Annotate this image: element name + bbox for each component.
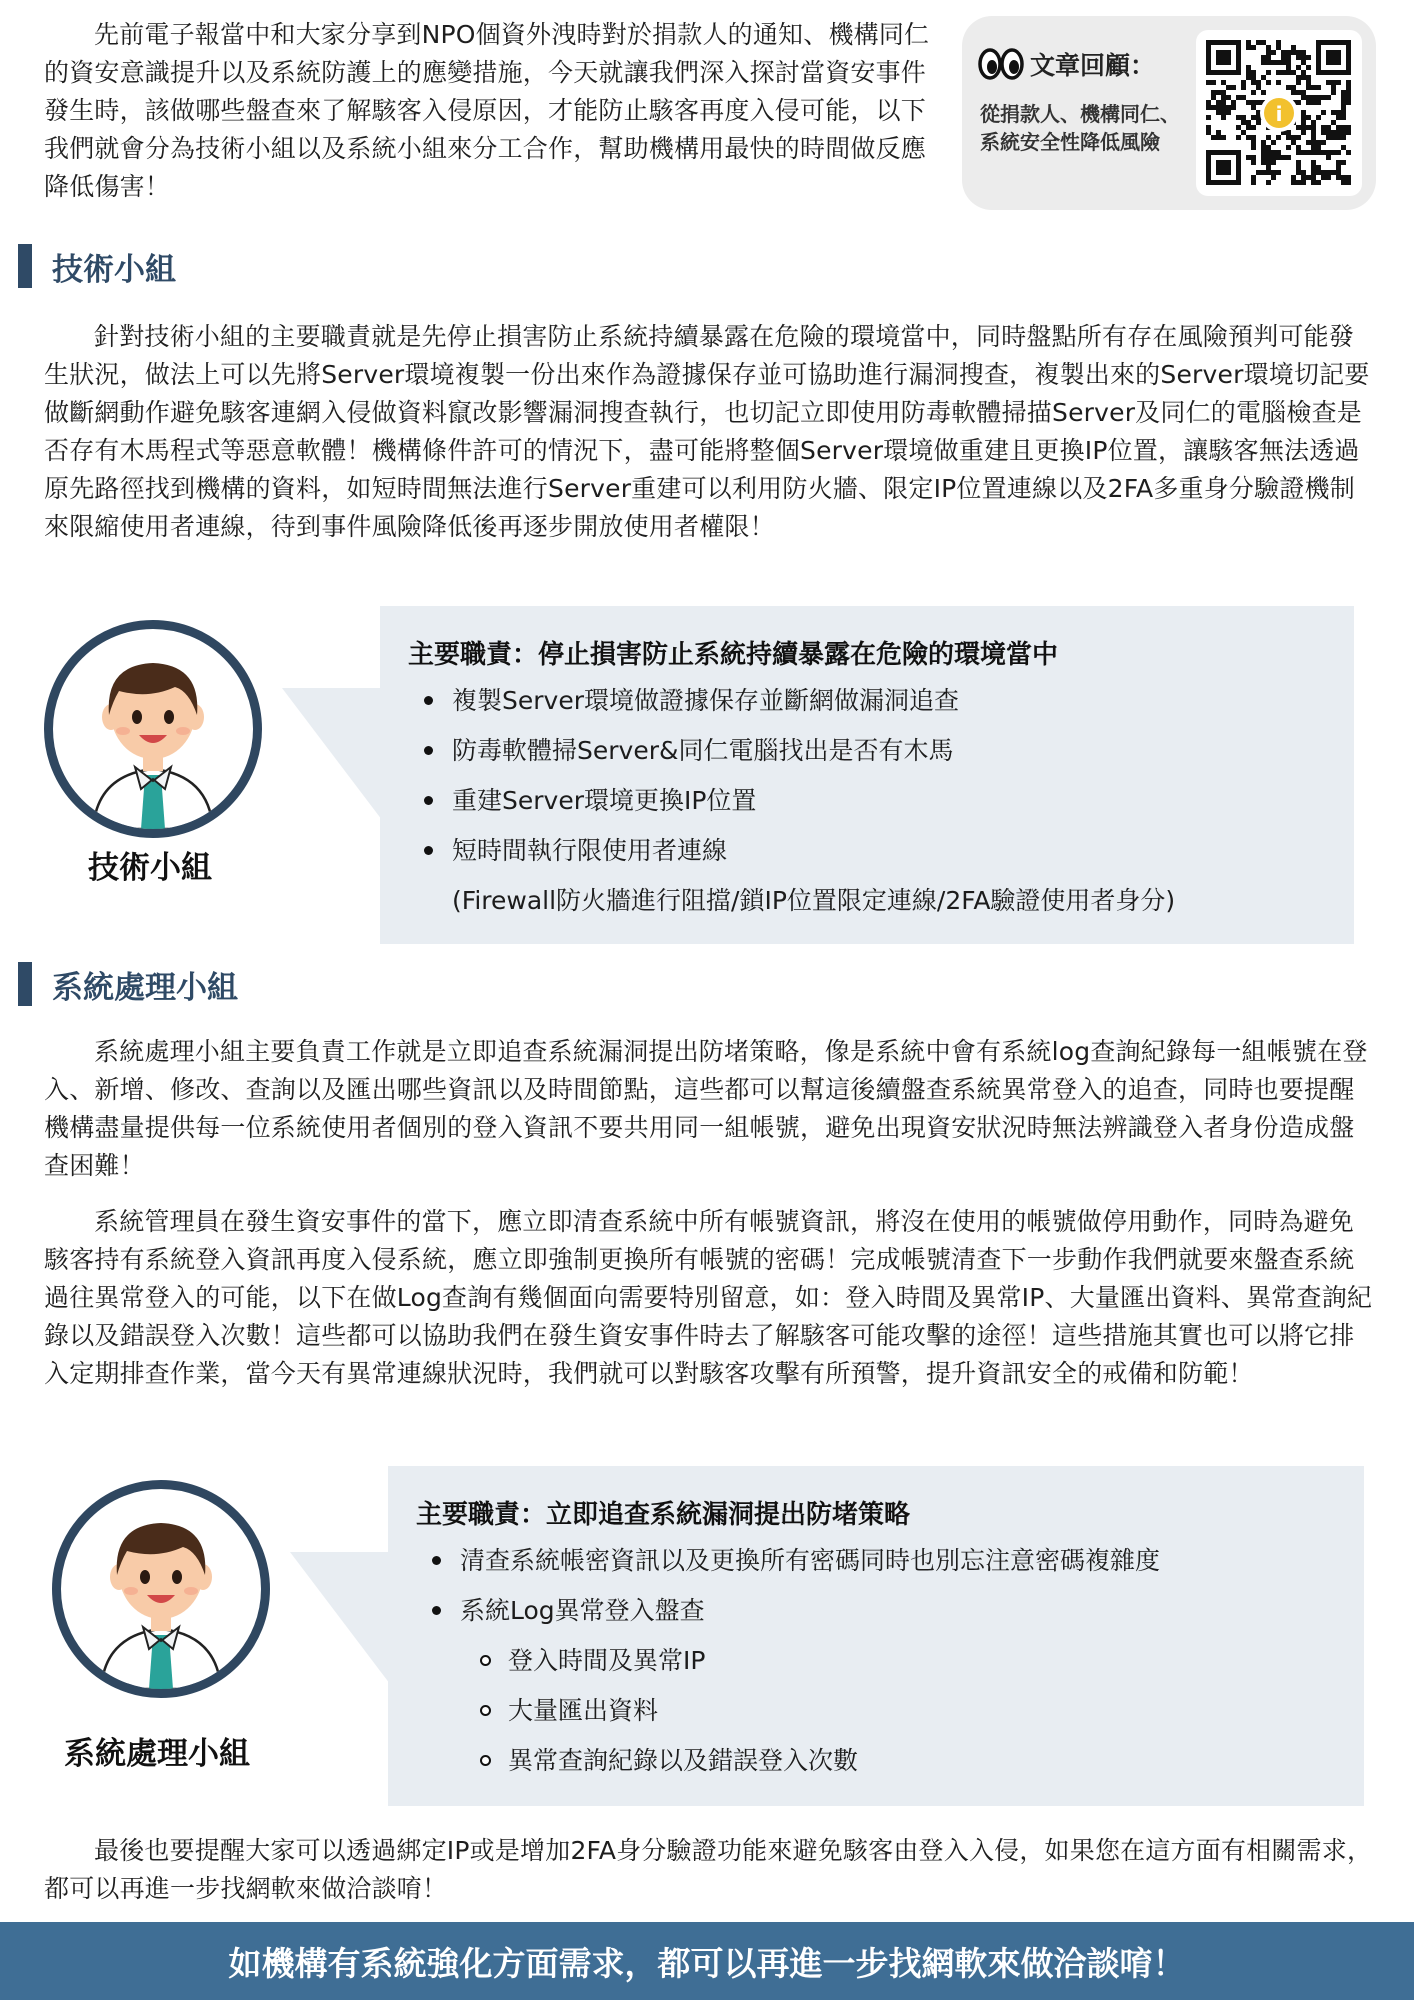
person-icon [61, 1489, 261, 1689]
section-heading-text: 技術小組 [52, 251, 176, 288]
review-card-title [978, 46, 1155, 82]
eyes-icon [978, 47, 1024, 81]
article-review-card[interactable] [962, 16, 1376, 210]
system-avatar [52, 1480, 270, 1698]
heading-bar [18, 962, 32, 1006]
speech-bubble-tail [282, 688, 382, 820]
list-item: 防毒軟體掃Server&同仁電腦找出是否有木馬 [416, 726, 1175, 776]
system-role-label: 系統處理小組 [64, 1736, 250, 1772]
section-heading-text: 系統處理小組 [52, 969, 238, 1006]
tech-duty-title: 主要職責：停止損害防止系統持續暴露在危險的環境當中 [408, 640, 1059, 670]
sub-list-item: 異常查詢紀錄以及錯誤登入次數 [424, 1736, 1160, 1786]
tech-avatar [44, 620, 262, 838]
tech-paragraph: 針對技術小組的主要職責就是先停止損害防止系統持續暴露在危險的環境當中，同時盤點所有存在風險預判可能發生狀況，做法上可以先將Server環境複製一份出來作為證據保存並可協助進行漏洞搜查，複製出來的Server環境切記要做斷網動作避免駭客連網入侵做資料竄改影響漏洞搜查執行，也切記立即使用防毒軟體掃描Server及同仁的電腦檢查是否存有木馬程式等惡意軟體！機構條件許可的情況下，盡可能將整個Server環境做重建且更換IP位置，讓駭客無法透過原先路徑找到機構的資料，如短時間無法進行Server重建可以利用防火牆、限定IP位置連線以及2FA多重身分驗證機制來限縮使用者連線，待到事件風險降低後再逐步開放使用者權限！ [44, 322, 1370, 541]
heading-bar [18, 244, 32, 288]
speech-bubble-tail [290, 1552, 390, 1684]
system-paragraph-1: 系統處理小組主要負責工作就是立即追查系統漏洞提出防堵策略，像是系統中會有系統log查詢紀錄每一組帳號在登入、新增、修改、查詢以及匯出哪些資訊以及時間節點，這些都可以幫這後續盤查系統異常登入的追查，同時也要提醒機構盡量提供每一位系統使用者個別的登入資訊不要共用同一組帳號，避免出現資安狀況時無法辨識登入者身份造成盤查困難！ [44, 1037, 1368, 1180]
list-item: 清查系統帳密資訊以及更換所有密碼同時也別忘注意密碼複雜度 [424, 1536, 1160, 1586]
closing-paragraph: 最後也要提醒大家可以透過綁定IP或是增加2FA身分驗證功能來避免駭客由登入入侵，如果您在這方面有相關需求，都可以再進一步找網軟來做洽談唷！ [44, 1836, 1373, 1903]
person-icon [53, 629, 253, 829]
footer-banner: 如機構有系統強化方面需求，都可以再進一步找網軟來做洽談唷！ [0, 1922, 1414, 2000]
sub-list-item: 大量匯出資料 [424, 1686, 1160, 1736]
intro-paragraph: 先前電子報當中和大家分享到NPO個資外洩時對於捐款人的通知、機構同仁的資安意識提升以及系統防護上的應變措施，今天就讓我們深入探討當資安事件發生時，該做哪些盤查來了解駭客入侵原因，才能防止駭客再度入侵可能，以下我們就會分為技術小組以及系統小組來分工合作，幫助機構用最快的時間做反應降低傷害！ [44, 20, 930, 201]
section-heading-tech [18, 244, 176, 288]
list-item: 系統Log異常登入盤查 [424, 1586, 1160, 1636]
review-card-description: 從捐款人、機構同仁、系統安全性降低風險 [980, 102, 1180, 154]
qr-code-image [1196, 30, 1362, 196]
system-duty-title: 主要職責：立即追查系統漏洞提出防堵策略 [416, 1500, 911, 1530]
qr-code[interactable] [1196, 30, 1362, 196]
system-duty-list [424, 1536, 1160, 1786]
list-item: 重建Server環境更換IP位置 [416, 776, 1175, 826]
sub-list-item: 登入時間及異常IP [424, 1636, 1160, 1686]
review-card-heading: 文章回顧： [1030, 51, 1156, 80]
list-item: 複製Server環境做證據保存並斷網做漏洞追查 [416, 676, 1175, 726]
tech-role-label: 技術小組 [88, 850, 212, 886]
section-heading-system [18, 962, 238, 1006]
list-item: 短時間執行限使用者連線 [416, 826, 1175, 876]
info-glyph-icon: i [1275, 102, 1283, 126]
system-paragraph-2: 系統管理員在發生資安事件的當下，應立即清查系統中所有帳號資訊，將沒在使用的帳號做停用動作，同時為避免駭客持有系統登入資訊再度入侵系統，應立即強制更換所有帳號的密碼！完成帳號清查下一步動作我們就要來盤查系統過往異常登入的可能，以下在做Log查詢有幾個面向需要特別留意，如：登入時間及異常IP、大量匯出資料、異常查詢紀錄以及錯誤登入次數！這些都可以協助我們在發生資安事件時去了解駭客可能攻擊的途徑！這些措施其實也可以將它排入定期排查作業，當今天有異常連線狀況時，我們就可以對駭客攻擊有所預警，提升資訊安全的戒備和防範！ [44, 1207, 1373, 1388]
tech-duty-list [416, 676, 1175, 926]
duty-note: (Firewall防火牆進行阻擋/鎖IP位置限定連線/2FA驗證使用者身分) [452, 886, 1176, 915]
